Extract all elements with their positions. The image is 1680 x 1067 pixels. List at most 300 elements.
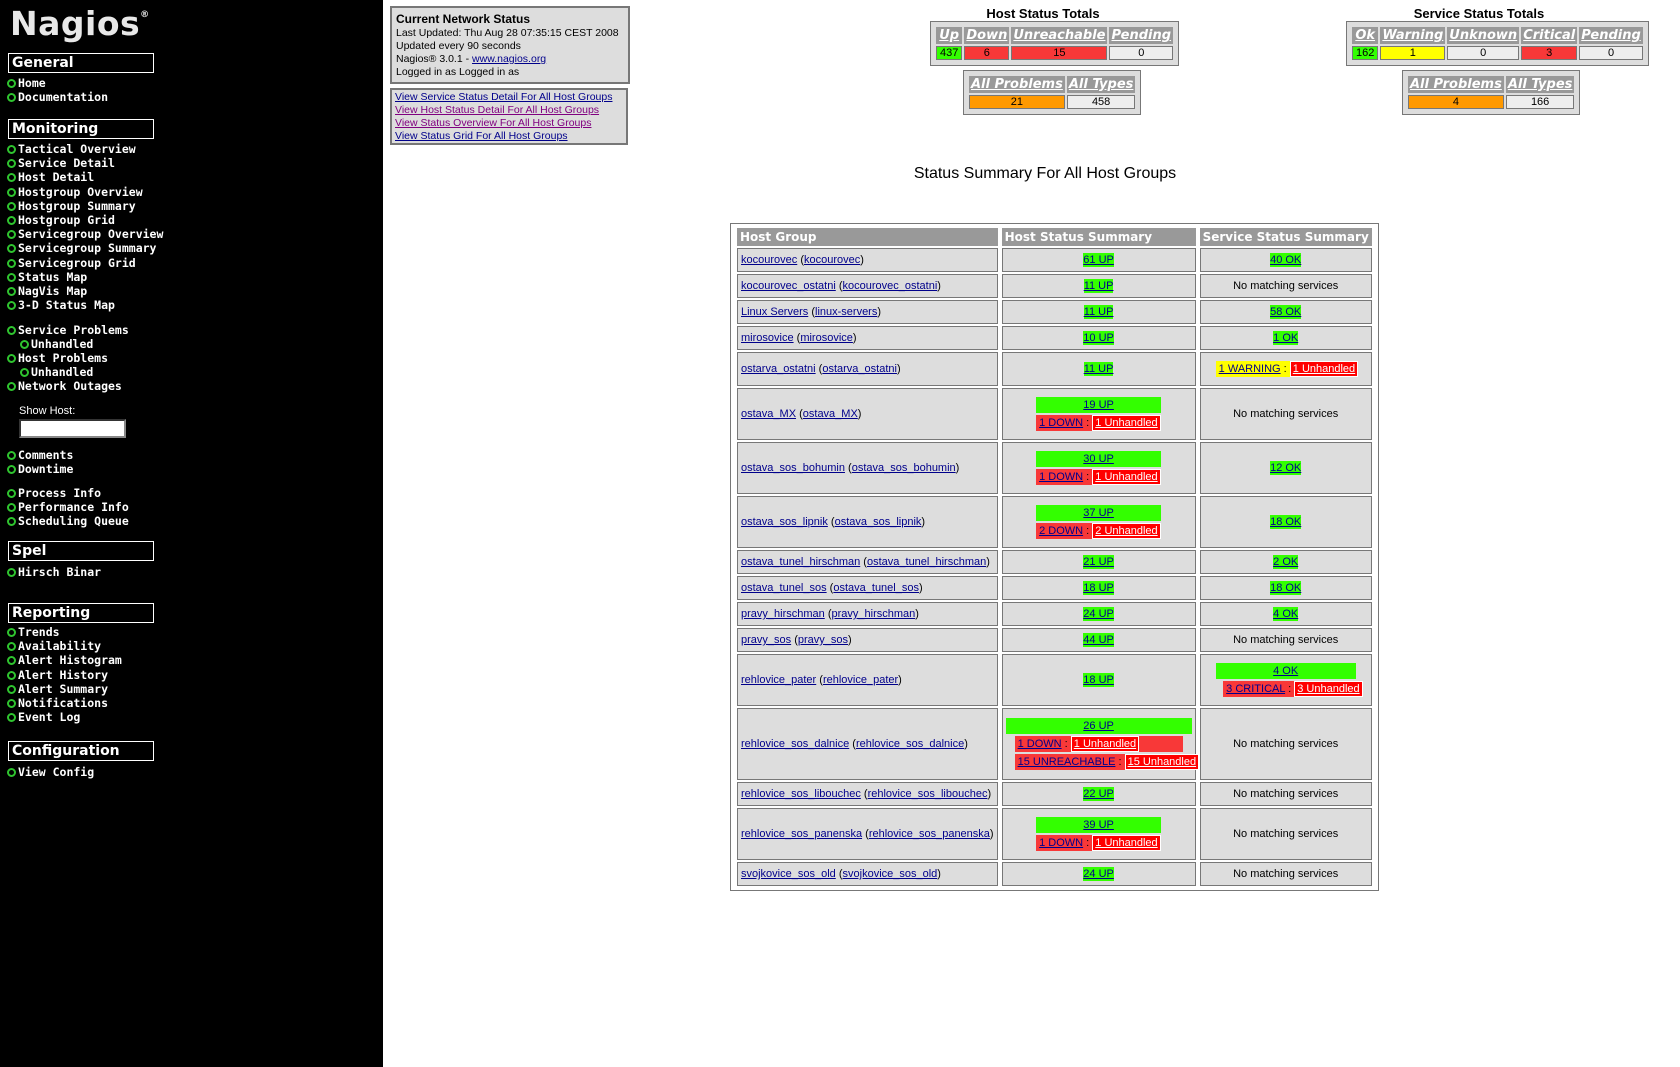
host-cell xyxy=(1002,782,1196,806)
bullet-icon xyxy=(7,79,16,88)
status-link[interactable]: 24 UP xyxy=(1083,868,1114,880)
host-all-types: 458 xyxy=(1067,95,1136,109)
status-link[interactable]: 61 UP xyxy=(1083,254,1114,266)
link-status-overview[interactable]: View Status Overview For All Host Groups xyxy=(395,117,592,129)
status-ok-badge xyxy=(1036,817,1161,833)
status-ok-badge xyxy=(1083,787,1114,801)
status-ok-badge xyxy=(1216,663,1356,679)
link-status-grid[interactable]: View Status Grid For All Host Groups xyxy=(395,130,568,142)
status-ok-badge xyxy=(1084,279,1114,293)
status-ok-badge xyxy=(1083,633,1114,647)
table-row xyxy=(737,326,1372,350)
table-row xyxy=(737,442,1372,494)
unhandled-link[interactable]: 15 Unhandled xyxy=(1125,754,1200,770)
hostgroup-alias-link[interactable]: ostava_tunel_sos xyxy=(833,582,919,594)
status-link[interactable]: 11 UP xyxy=(1083,363,1114,375)
status-link[interactable]: 40 OK xyxy=(1270,254,1302,266)
status-link[interactable]: 1 OK xyxy=(1273,332,1299,344)
status-link[interactable]: 1 DOWN xyxy=(1039,837,1084,849)
col-host-group: Host Group xyxy=(737,228,998,246)
link-host-detail[interactable]: View Host Status Detail For All Host Groups xyxy=(395,104,600,116)
bullet-icon xyxy=(20,340,29,349)
nav-reporting-item-2[interactable]: Alert Histogram xyxy=(7,654,122,667)
status-link[interactable]: 1 WARNING xyxy=(1218,363,1281,375)
status-ok-badge xyxy=(1083,867,1114,881)
status-link[interactable]: 18 OK xyxy=(1270,516,1302,528)
table-row xyxy=(737,708,1372,780)
svc-unknown-count: 0 xyxy=(1447,46,1519,60)
unhandled-link[interactable]: 3 Unhandled xyxy=(1294,681,1362,697)
hostgroup-link[interactable]: ostava_sos_lipnik xyxy=(741,516,828,528)
status-link[interactable]: 18 UP xyxy=(1083,674,1114,686)
bullet-icon xyxy=(7,642,16,651)
status-ok-badge xyxy=(1273,607,1298,621)
nav-monitoring-item-7[interactable]: Servicegroup Summary xyxy=(7,242,156,255)
nav-downtime[interactable]: Downtime xyxy=(7,463,73,476)
bullet-icon xyxy=(7,259,16,268)
col-host-status: Host Status Summary xyxy=(1002,228,1196,246)
page-title: Status Summary For All Host Groups xyxy=(913,165,1177,182)
nav-monitoring-item-3[interactable]: Hostgroup Overview xyxy=(7,186,143,199)
hostgroup-name-cell: pravy_sos (pravy_sos) xyxy=(737,628,998,652)
table-row xyxy=(737,248,1372,272)
host-cell xyxy=(1002,654,1196,706)
status-link[interactable]: 21 UP xyxy=(1083,556,1114,568)
hostgroup-link[interactable]: rehlovice_sos_libouchec xyxy=(741,788,861,800)
hdr-down[interactable]: Down xyxy=(966,28,1008,43)
host-cell xyxy=(1002,442,1196,494)
svc-cell xyxy=(1200,274,1372,298)
status-ok-badge xyxy=(1083,673,1114,687)
status-problem-badge: 1 DOWN : 1 Unhandled xyxy=(1015,736,1183,752)
nav-monitoring-item-0[interactable]: Tactical Overview xyxy=(7,143,136,156)
nav-performance-info[interactable]: Performance Info xyxy=(7,501,129,514)
unhandled-link[interactable]: 1 Unhandled xyxy=(1290,361,1358,377)
status-ok-badge xyxy=(1036,397,1161,413)
nav-monitoring-item-1[interactable]: Service Detail xyxy=(7,157,115,170)
host-totals-title: Host Status Totals xyxy=(986,6,1100,21)
hostgroup-alias-link[interactable]: linux-servers xyxy=(815,306,878,318)
status-link[interactable]: 15 UNREACHABLE xyxy=(1017,756,1116,768)
hdr-critical[interactable]: Critical xyxy=(1523,28,1576,43)
bullet-icon xyxy=(7,244,16,253)
bullet-icon xyxy=(7,768,16,777)
hostgroup-link[interactable]: ostava_tunel_hirschman xyxy=(741,556,861,568)
status-problem-badge: 1 DOWN : 1 Unhandled xyxy=(1036,835,1161,851)
nav-reporting-item-6[interactable]: Event Log xyxy=(7,711,80,724)
status-ok-badge xyxy=(1036,505,1161,521)
svc-cell xyxy=(1200,576,1372,600)
bullet-icon xyxy=(7,145,16,154)
status-link[interactable]: 11 UP xyxy=(1083,306,1114,318)
no-matching-services: No matching services xyxy=(1233,788,1339,800)
col-service-status: Service Status Summary xyxy=(1200,228,1372,246)
status-problem-badge: 1 DOWN : 1 Unhandled xyxy=(1036,469,1161,485)
hostgroup-name-cell: kocourovec (kocourovec) xyxy=(737,248,998,272)
no-matching-services: No matching services xyxy=(1233,280,1339,292)
hostgroup-name-cell: rehlovice_sos_panenska (rehlovice_sos_panenska) xyxy=(737,808,998,860)
hostgroup-alias-link[interactable]: ostava_sos_bohumin xyxy=(851,462,956,474)
host-cell xyxy=(1002,496,1196,548)
svc-all-problems: 4 xyxy=(1408,95,1504,109)
nagios-link[interactable]: www.nagios.org xyxy=(472,53,547,65)
hostgroup-link[interactable]: ostava_sos_bohumin xyxy=(741,462,845,474)
hdr-warning[interactable]: Warning xyxy=(1382,28,1444,43)
nav-host-unhandled[interactable]: Unhandled xyxy=(20,366,93,379)
status-warning-badge: 1 WARNING : 1 Unhandled xyxy=(1216,361,1356,377)
hostgroup-link[interactable]: pravy_sos xyxy=(741,634,792,646)
hdr-unreachable[interactable]: Unreachable xyxy=(1013,28,1106,43)
svc-cell xyxy=(1200,550,1372,574)
hostgroup-link[interactable]: pravy_hirschman xyxy=(741,608,825,620)
hdr-svc-pending[interactable]: Pending xyxy=(1581,28,1641,43)
host-cell xyxy=(1002,352,1196,386)
status-problem-badge: 1 DOWN : 1 Unhandled xyxy=(1036,415,1161,431)
no-matching-services: No matching services xyxy=(1233,738,1339,750)
bullet-icon xyxy=(7,230,16,239)
table-row xyxy=(737,576,1372,600)
hdr-all-types[interactable]: All Types xyxy=(1068,77,1134,92)
nav-monitoring-item-6[interactable]: Servicegroup Overview xyxy=(7,228,163,241)
bullet-icon xyxy=(7,517,16,526)
hdr-svc-all-problems[interactable]: All Problems xyxy=(1410,77,1502,92)
bullet-icon xyxy=(7,699,16,708)
svc-all-types: 166 xyxy=(1506,95,1575,109)
status-link[interactable]: 26 UP xyxy=(1083,720,1114,732)
table-row xyxy=(737,496,1372,548)
unhandled-link[interactable]: 1 Unhandled xyxy=(1092,415,1160,431)
host-problems-box xyxy=(963,70,1141,115)
hostgroup-link[interactable]: kocourovec_ostatni xyxy=(741,280,836,292)
status-link[interactable]: 24 UP xyxy=(1083,608,1114,620)
service-totals-box xyxy=(1346,21,1649,66)
status-ok-badge xyxy=(1270,461,1301,475)
service-totals-title: Service Status Totals xyxy=(1413,6,1545,21)
bullet-icon xyxy=(7,503,16,512)
hostgroup-alias-link[interactable]: rehlovice_sos_panenska xyxy=(868,828,990,840)
svc-cell xyxy=(1200,352,1372,386)
svc-warning-count: 1 xyxy=(1380,46,1445,60)
status-link[interactable]: 10 UP xyxy=(1083,332,1114,344)
unhandled-link[interactable]: 1 Unhandled xyxy=(1092,835,1160,851)
hostgroup-link[interactable]: kocourovec xyxy=(741,254,798,266)
nav-monitoring-item-10[interactable]: NagVis Map xyxy=(7,285,87,298)
bullet-icon xyxy=(7,568,16,577)
nav-scheduling-queue[interactable]: Scheduling Queue xyxy=(7,515,129,528)
hdr-up[interactable]: Up xyxy=(936,27,962,44)
status-problem-badge: 15 UNREACHABLE : 15 Unhandled xyxy=(1015,754,1183,770)
table-row xyxy=(737,388,1372,440)
hostgroup-alias-link[interactable]: pravy_sos xyxy=(797,634,849,646)
hostgroup-alias-link[interactable]: kocourovec xyxy=(804,254,861,266)
host-cell xyxy=(1002,576,1196,600)
bullet-icon xyxy=(7,465,16,474)
hostgroup-summary-table xyxy=(730,223,1379,891)
hostgroup-name-cell: rehlovice_sos_libouchec (rehlovice_sos_libouchec) xyxy=(737,782,998,806)
status-link[interactable]: 1 DOWN xyxy=(1039,417,1084,429)
status-link[interactable]: 37 UP xyxy=(1083,507,1114,519)
hdr-pending[interactable]: Pending xyxy=(1111,28,1172,43)
table-row xyxy=(737,352,1372,386)
status-link[interactable]: 19 UP xyxy=(1083,399,1114,411)
hostgroup-link[interactable]: ostarva_ostatni xyxy=(741,363,816,375)
host-up-count: 437 xyxy=(936,46,962,60)
nav-monitoring-item-2[interactable]: Host Detail xyxy=(7,171,94,184)
status-link[interactable]: 30 UP xyxy=(1083,453,1114,465)
hostgroup-name-cell: ostarva_ostatni (ostarva_ostatni) xyxy=(737,352,998,386)
link-service-detail[interactable]: View Service Status Detail For All Host Groups xyxy=(395,91,613,103)
section-configuration: Configuration xyxy=(8,741,154,761)
hostgroup-name-cell: mirosovice (mirosovice) xyxy=(737,326,998,350)
hdr-ok[interactable]: Ok xyxy=(1352,27,1378,44)
host-unreachable-count: 15 xyxy=(1011,46,1107,60)
hostgroup-link[interactable]: svojkovice_sos_old xyxy=(741,868,836,880)
host-cell xyxy=(1002,326,1196,350)
hostgroup-name-cell: rehlovice_sos_dalnice (rehlovice_sos_dalnice) xyxy=(737,708,998,780)
nav-documentation[interactable]: Documentation xyxy=(7,91,108,104)
status-ok-badge xyxy=(1084,305,1114,319)
svc-ok-count: 162 xyxy=(1352,46,1378,60)
bullet-icon xyxy=(7,354,16,363)
bullet-icon xyxy=(7,451,16,460)
svc-cell xyxy=(1200,496,1372,548)
unhandled-link[interactable]: 2 Unhandled xyxy=(1092,523,1160,539)
hostgroup-name-cell: ostava_tunel_sos (ostava_tunel_sos) xyxy=(737,576,998,600)
nav-process-info[interactable]: Process Info xyxy=(7,487,101,500)
host-cell xyxy=(1002,708,1196,780)
bullet-icon xyxy=(7,202,16,211)
hostgroup-link[interactable]: ostava_tunel_sos xyxy=(741,582,827,594)
hostgroup-link[interactable]: rehlovice_sos_dalnice xyxy=(741,738,850,750)
table-row xyxy=(737,602,1372,626)
host-cell xyxy=(1002,248,1196,272)
hostgroup-alias-link[interactable]: svojkovice_sos_old xyxy=(842,868,938,880)
table-row xyxy=(737,300,1372,324)
status-link[interactable]: 3 CRITICAL xyxy=(1226,683,1286,695)
status-link[interactable]: 12 OK xyxy=(1270,462,1302,474)
hostgroup-name-cell: ostava_sos_bohumin (ostava_sos_bohumin) xyxy=(737,442,998,494)
bullet-icon xyxy=(7,326,16,335)
hdr-svc-all-types[interactable]: All Types xyxy=(1507,77,1573,92)
status-ok-badge xyxy=(1006,718,1192,734)
unhandled-link[interactable]: 1 Unhandled xyxy=(1071,736,1139,752)
status-ok-badge xyxy=(1083,581,1114,595)
host-down-count: 6 xyxy=(964,46,1009,60)
status-ok-badge xyxy=(1084,362,1114,376)
bullet-icon xyxy=(7,216,16,225)
nav-reporting-item-1[interactable]: Availability xyxy=(7,640,101,653)
bullet-icon xyxy=(7,159,16,168)
logo-text: Nagios xyxy=(10,4,141,43)
nav-hirsch-binar[interactable]: Hirsch Binar xyxy=(7,566,101,579)
table-row xyxy=(737,274,1372,298)
host-cell xyxy=(1002,388,1196,440)
nav-host-problems[interactable]: Host Problems xyxy=(7,352,108,365)
logged-in: Logged in as Logged in as xyxy=(396,66,520,78)
status-ok-badge xyxy=(1270,515,1301,529)
status-link[interactable]: 18 UP xyxy=(1083,582,1114,594)
status-link[interactable]: 2 OK xyxy=(1273,556,1299,568)
service-problems-box xyxy=(1402,70,1580,115)
bullet-icon xyxy=(7,188,16,197)
sidebar xyxy=(0,0,383,1067)
nav-view-config[interactable]: View Config xyxy=(7,766,94,779)
table-row xyxy=(737,782,1372,806)
hostgroup-alias-link[interactable]: ostava_sos_lipnik xyxy=(834,516,922,528)
nav-home[interactable]: Home xyxy=(7,77,46,90)
hostgroup-name-cell: Linux Servers (linux-servers) xyxy=(737,300,998,324)
show-host-label: Show Host: xyxy=(19,405,76,417)
logo-mark: ® xyxy=(140,10,150,20)
hostgroup-link[interactable]: rehlovice_sos_panenska xyxy=(741,828,863,840)
bullet-icon xyxy=(7,93,16,102)
section-spel: Spel xyxy=(8,541,154,561)
section-reporting: Reporting xyxy=(8,603,154,623)
hostgroup-alias-link[interactable]: ostarva_ostatni xyxy=(822,363,897,375)
hdr-unknown[interactable]: Unknown xyxy=(1449,28,1518,43)
nav-service-unhandled[interactable]: Unhandled xyxy=(20,338,93,351)
status-ok-badge xyxy=(1083,253,1114,267)
nav-service-problems[interactable]: Service Problems xyxy=(7,324,129,337)
nav-monitoring-item-4[interactable]: Hostgroup Summary xyxy=(7,200,136,213)
status-link[interactable]: 39 UP xyxy=(1083,819,1114,831)
status-ok-badge xyxy=(1036,451,1161,467)
hostgroup-alias-link[interactable]: kocourovec_ostatni xyxy=(842,280,938,292)
status-link[interactable]: 4 OK xyxy=(1273,608,1299,620)
nav-reporting-item-4[interactable]: Alert Summary xyxy=(7,683,108,696)
status-ok-badge xyxy=(1083,331,1114,345)
hostgroup-link[interactable]: Linux Servers xyxy=(741,306,809,318)
svc-cell xyxy=(1200,602,1372,626)
svc-cell xyxy=(1200,388,1372,440)
network-status-info xyxy=(390,6,630,84)
hostgroup-name-cell: svojkovice_sos_old (svojkovice_sos_old) xyxy=(737,862,998,886)
svc-cell xyxy=(1200,708,1372,780)
table-row xyxy=(737,628,1372,652)
status-problem-badge: 3 CRITICAL : 3 Unhandled xyxy=(1223,681,1348,697)
status-link[interactable]: 2 DOWN xyxy=(1039,525,1084,537)
host-cell xyxy=(1002,628,1196,652)
host-cell xyxy=(1002,550,1196,574)
last-updated: Last Updated: Thu Aug 28 07:35:15 CEST 2008 xyxy=(396,27,619,39)
nav-reporting-item-3[interactable]: Alert History xyxy=(7,669,108,682)
nav-monitoring-item-5[interactable]: Hostgroup Grid xyxy=(7,214,115,227)
status-link[interactable]: 4 OK xyxy=(1273,665,1299,677)
nav-reporting-item-5[interactable]: Notifications xyxy=(7,697,108,710)
section-monitoring: Monitoring xyxy=(8,119,154,139)
view-links xyxy=(390,88,628,145)
bullet-icon xyxy=(7,489,16,498)
svc-pending-count: 0 xyxy=(1579,46,1643,60)
svc-cell xyxy=(1200,442,1372,494)
host-all-problems: 21 xyxy=(969,95,1065,109)
status-link[interactable]: 1 DOWN xyxy=(1039,471,1084,483)
hostgroup-name-cell: pravy_hirschman (pravy_hirschman) xyxy=(737,602,998,626)
status-ok-badge xyxy=(1270,253,1301,267)
bullet-icon xyxy=(7,273,16,282)
svc-cell xyxy=(1200,654,1372,706)
nav-monitoring-item-9[interactable]: Status Map xyxy=(7,271,87,284)
bullet-icon xyxy=(20,368,29,377)
status-problem-badge: 2 DOWN : 2 Unhandled xyxy=(1036,523,1161,539)
nav-reporting-item-0[interactable]: Trends xyxy=(7,626,60,639)
status-link[interactable]: 18 OK xyxy=(1270,582,1302,594)
hostgroup-link[interactable]: rehlovice_pater xyxy=(741,674,817,686)
version: Nagios® 3.0.1 - www.nagios.org xyxy=(396,53,547,65)
hostgroup-link[interactable]: mirosovice xyxy=(741,332,794,344)
nav-monitoring-item-8[interactable]: Servicegroup Grid xyxy=(7,257,136,270)
status-link[interactable]: 44 UP xyxy=(1083,634,1114,646)
nav-monitoring-item-11[interactable]: 3-D Status Map xyxy=(7,299,115,312)
hostgroup-alias-link[interactable]: pravy_hirschman xyxy=(831,608,916,620)
hostgroup-alias-link[interactable]: rehlovice_sos_dalnice xyxy=(855,738,965,750)
nagios-logo[interactable] xyxy=(10,4,150,43)
host-pending-count: 0 xyxy=(1109,46,1173,60)
status-link[interactable]: 58 OK xyxy=(1270,306,1302,318)
bullet-icon xyxy=(7,656,16,665)
hostgroup-name-cell: kocourovec_ostatni (kocourovec_ostatni) xyxy=(737,274,998,298)
no-matching-services: No matching services xyxy=(1233,408,1339,420)
svc-cell xyxy=(1200,808,1372,860)
hostgroup-link[interactable]: ostava_MX xyxy=(741,408,797,420)
status-ok-badge xyxy=(1083,607,1114,621)
bullet-icon xyxy=(7,301,16,310)
bullet-icon xyxy=(7,628,16,637)
show-host-input[interactable] xyxy=(19,419,126,438)
bullet-icon xyxy=(7,287,16,296)
hostgroup-alias-link[interactable]: mirosovice xyxy=(800,332,853,344)
nav-comments[interactable]: Comments xyxy=(7,449,73,462)
update-interval: Updated every 90 seconds xyxy=(396,40,521,52)
bullet-icon xyxy=(7,671,16,680)
unhandled-link[interactable]: 1 Unhandled xyxy=(1092,469,1160,485)
host-cell xyxy=(1002,602,1196,626)
hostgroup-alias-link[interactable]: ostava_tunel_hirschman xyxy=(866,556,987,568)
status-link[interactable]: 1 DOWN xyxy=(1017,738,1062,750)
status-link[interactable]: 11 UP xyxy=(1083,280,1114,292)
hostgroup-alias-link[interactable]: rehlovice_sos_libouchec xyxy=(867,788,988,800)
svc-cell xyxy=(1200,782,1372,806)
host-cell xyxy=(1002,300,1196,324)
svc-critical-count: 3 xyxy=(1521,46,1577,60)
hdr-all-problems[interactable]: All Problems xyxy=(971,77,1063,92)
host-cell xyxy=(1002,808,1196,860)
hostgroup-name-cell: ostava_MX (ostava_MX) xyxy=(737,388,998,440)
bullet-icon xyxy=(7,173,16,182)
host-cell xyxy=(1002,274,1196,298)
hostgroup-alias-link[interactable]: rehlovice_pater xyxy=(822,674,899,686)
svc-cell xyxy=(1200,300,1372,324)
nav-network-outages[interactable]: Network Outages xyxy=(7,380,122,393)
table-row xyxy=(737,808,1372,860)
hostgroup-name-cell: rehlovice_pater (rehlovice_pater) xyxy=(737,654,998,706)
table-row xyxy=(737,654,1372,706)
host-totals-box xyxy=(930,21,1179,66)
hostgroup-alias-link[interactable]: ostava_MX xyxy=(802,408,858,420)
status-ok-badge xyxy=(1270,581,1301,595)
svc-cell xyxy=(1200,248,1372,272)
status-ok-badge xyxy=(1270,305,1301,319)
bullet-icon xyxy=(7,382,16,391)
svc-cell xyxy=(1200,326,1372,350)
bullet-icon xyxy=(7,685,16,694)
status-ok-badge xyxy=(1273,331,1298,345)
table-row xyxy=(737,862,1372,886)
status-link[interactable]: 22 UP xyxy=(1083,788,1114,800)
bullet-icon xyxy=(7,713,16,722)
table-row xyxy=(737,550,1372,574)
hostgroup-name-cell: ostava_tunel_hirschman (ostava_tunel_hirschman) xyxy=(737,550,998,574)
